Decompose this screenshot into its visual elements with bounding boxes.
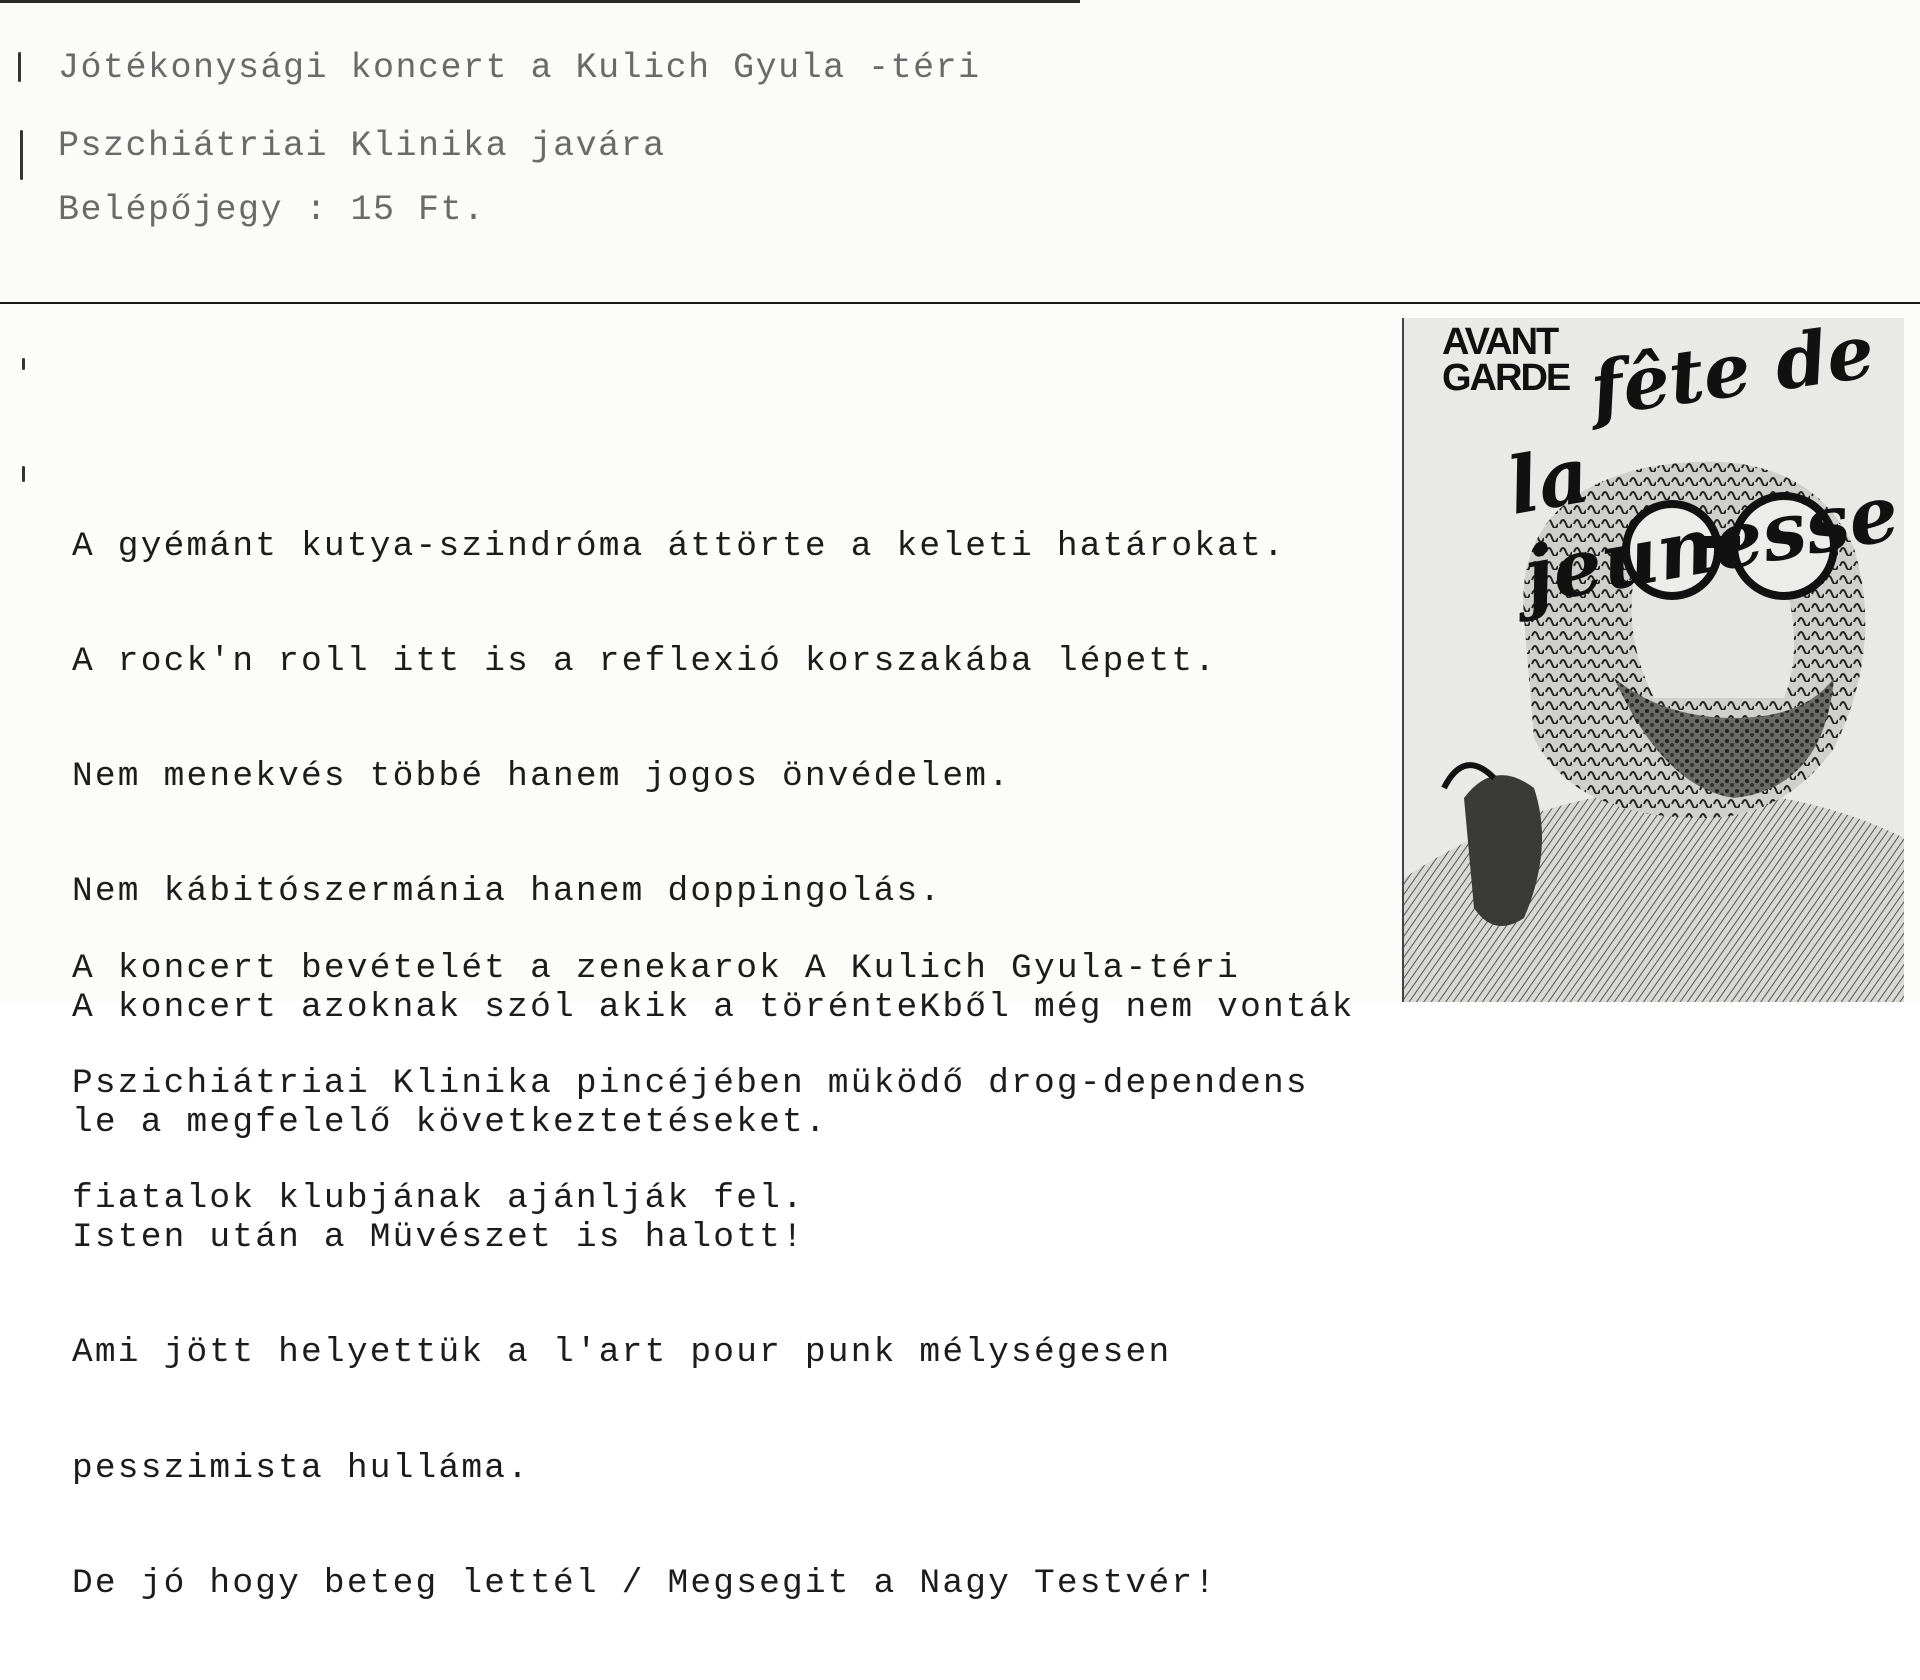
header-line-2: Pszchiátriai Klinika javára [58, 126, 666, 166]
text-line: Pszichiátriai Klinika pincéjében müködő drog-dependens [72, 1064, 1309, 1104]
text-line: Nem kábitószermánia hanem doppingolás. [72, 872, 943, 912]
text-line: fiatalok klubjának ajánlják fel. [72, 1179, 805, 1219]
poster-title-line-1: fête de [1585, 308, 1880, 434]
punch-mark [22, 466, 25, 482]
header-line-3: Belépőjegy : 15 Ft. [58, 190, 486, 230]
header-line-1: Jótékonysági koncert a Kulich Gyula -téri [58, 48, 981, 88]
text-line: pesszimista hulláma. [72, 1448, 531, 1488]
text-line: Ami jött helyettük a l'art pour punk mélységesen [72, 1333, 1172, 1373]
slip-top-edge [0, 0, 1080, 3]
staple-mark [20, 130, 23, 180]
poster-brand: AVANT GARDE [1442, 321, 1570, 399]
text-line: De jó hogy beteg lettél / Megsegit a Nagy Testvér! [72, 1563, 1218, 1603]
text-line: A gyémánt kutya-szindróma áttörte a keleti határokat. [72, 526, 1286, 566]
header-slip [0, 0, 1920, 304]
text-line: A rock'n roll itt is a reflexió korszakába lépett. [72, 642, 1218, 682]
text-line: Nem menekvés többé hanem jogos önvédelem. [72, 757, 1012, 797]
poster-title-line-2: la jeunesse [1501, 429, 1906, 623]
text-line: Isten után a Müvészet is halott! [72, 1218, 805, 1258]
text-line: A koncert azoknak szól akik a törénteKből még nem vonták [72, 987, 1355, 1027]
text-line: le a megfelelő következtetéseket. [72, 1102, 828, 1142]
staple-mark [18, 52, 21, 82]
poster-image [1402, 308, 1906, 1002]
text-line: A koncert bevételét a zenekarok A Kulich Gyula-téri [72, 948, 1241, 988]
proceeds-paragraph [72, 873, 1309, 1295]
punch-mark [22, 358, 25, 370]
